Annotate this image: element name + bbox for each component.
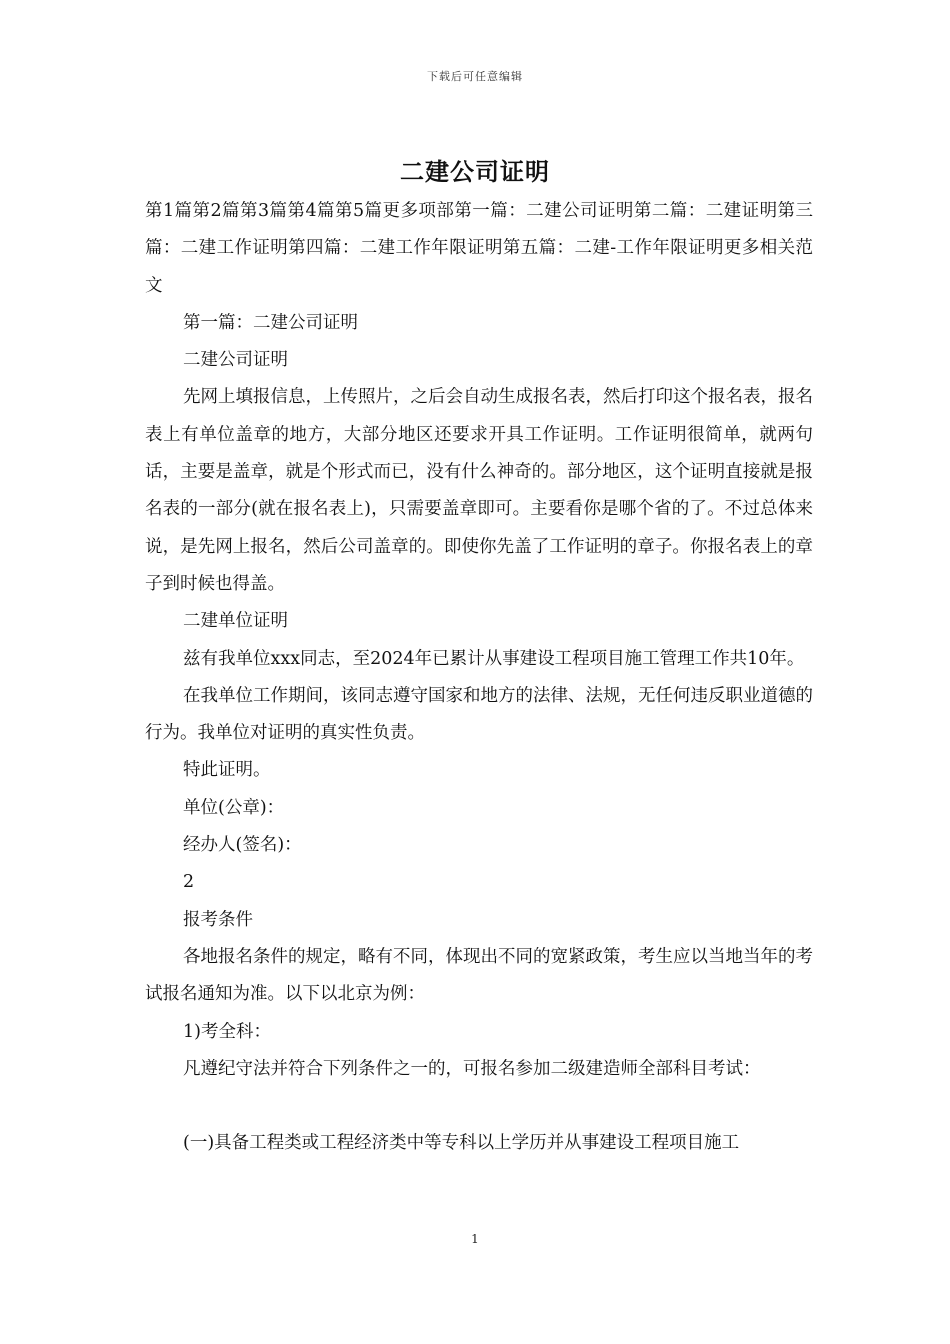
- paragraph-body: 凡遵纪守法并符合下列条件之一的，可报名参加二级建造师全部科目考试：: [183, 1058, 761, 1079]
- paragraph-section-heading: 第一篇：二建公司证明: [183, 312, 358, 333]
- paragraph-subheading: 二建公司证明: [183, 350, 288, 371]
- page-number: 1: [471, 1232, 479, 1246]
- paragraph-list-item: (一)具备工程类或工程经济类中等专科以上学历并从事建设工程项目施工: [183, 1133, 740, 1154]
- document-body: [145, 193, 813, 1162]
- paragraph-seal-line: 单位(公章)：: [183, 797, 285, 818]
- document-title: 二建公司证明: [400, 157, 550, 186]
- paragraph-closing: 特此证明。: [183, 760, 271, 781]
- paragraph-spacer: [145, 1088, 813, 1125]
- paragraph-subheading: 报考条件: [183, 909, 253, 930]
- paragraph-number: 2: [183, 872, 195, 893]
- header-note: 下载后可任意编辑: [427, 70, 523, 83]
- paragraph-list-label: 1)考全科：: [183, 1021, 271, 1042]
- paragraph-body: 各地报名条件的规定，略有不同，体现出不同的宽紧政策，考生应以当地当年的考试报名通知为准。以下以北京为例：: [145, 946, 813, 1005]
- paragraph-body: 兹有我单位xxx同志，至2024年已累计从事建设工程项目施工管理工作共10年。: [183, 648, 805, 669]
- paragraph-body: 先网上填报信息，上传照片，之后会自动生成报名表，然后打印这个报名表，报名表上有单位盖章的地方，大部分地区还要求开具工作证明。工作证明很简单，就两句话，主要是盖章，就是个形式而已，没有什么神奇的。部分地区，这个证明直接就是报名表的一部分(就在报名表上)，只需要盖章即可。主要看你是哪个省的了。不过总体来说，是先网上报名，然后公司盖章的。即使你先盖了工作证明的章子。你报名表上的章子到时候也得盖。: [145, 387, 813, 594]
- paragraph-signature-line: 经办人(签名)：: [183, 835, 302, 856]
- paragraph-subheading: 二建单位证明: [183, 611, 288, 632]
- paragraph-table-of-contents: 第1篇第2篇第3篇第4篇第5篇更多项部第一篇：二建公司证明第二篇：二建证明第三篇：二建工作证明第四篇：二建工作年限证明第五篇：二建-工作年限证明更多相关范文: [145, 201, 813, 296]
- paragraph-body: 在我单位工作期间，该同志遵守国家和地方的法律、法规，无任何违反职业道德的行为。我单位对证明的真实性负责。: [145, 685, 813, 744]
